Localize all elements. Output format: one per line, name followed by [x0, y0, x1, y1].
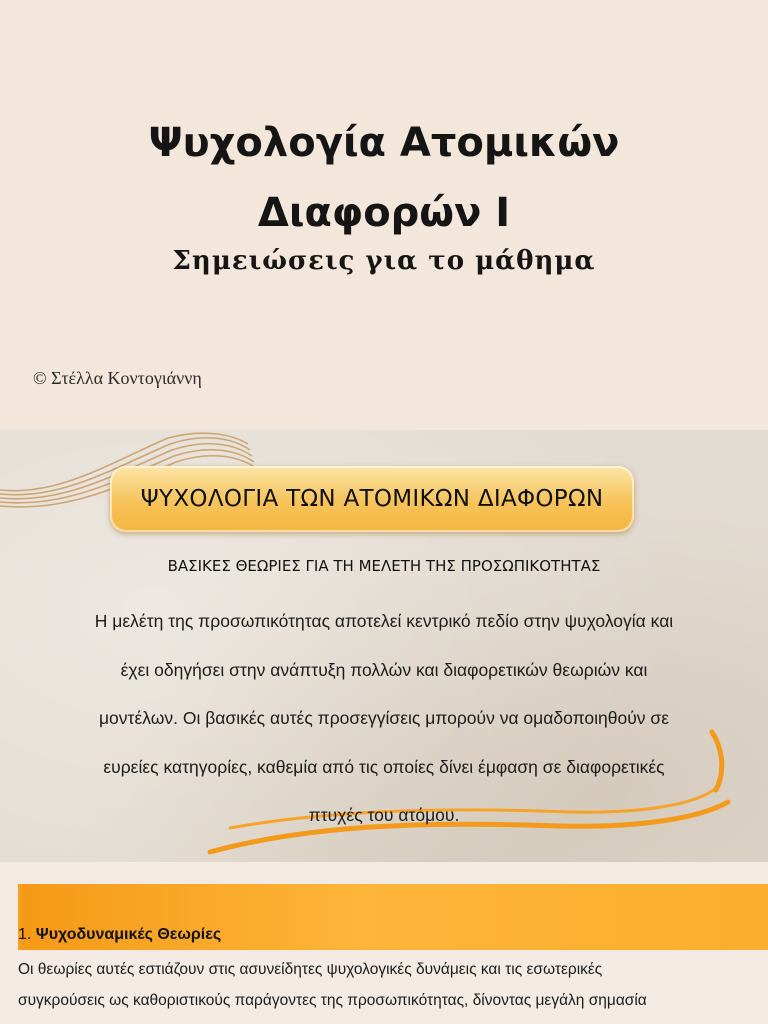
section-banner	[110, 466, 634, 532]
section-page	[0, 862, 768, 1024]
intro-heading: ΒΑΣΙΚΕΣ ΘΕΩΡΙΕΣ ΓΙΑ ΤΗ ΜΕΛΕΤΗ ΤΗΣ ΠΡΟΣΩΠΙΚΟΤΗΤΑΣ	[167, 557, 601, 575]
document-title-line1: Ψυχολογία Ατομικών	[148, 120, 620, 166]
paragraph-line: ευρείες κατηγορίες, καθεμία από τις οποίες δίνει έμφαση σε διαφορετικές	[103, 756, 665, 777]
section-title: Ψυχοδυναμικές Θεωρίες	[35, 926, 222, 943]
section-heading	[18, 926, 221, 944]
paragraph-line: μοντέλων. Οι βασικές αυτές προσεγγίσεις μπορούν να ομαδοποιηθούν σε	[98, 708, 670, 728]
paragraph-line: πτυχές του ατόμου.	[308, 805, 460, 825]
document-subtitle: Σημειώσεις για το μάθημα	[172, 246, 596, 276]
paragraph-line: έχει οδηγήσει στην ανάπτυξη πολλών και διαφορετικών θεωριών και	[120, 659, 648, 680]
section-number: 1.	[18, 926, 32, 943]
banner-title: ΨΥΧΟΛΟΓΙΑ ΤΩΝ ΑΤΟΜΙΚΩΝ ΔΙΑΦΟΡΩΝ	[140, 486, 604, 512]
document-title-line2: Διαφορών Ι	[257, 190, 511, 236]
intro-paragraph	[20, 597, 748, 840]
section-text-line: Οι θεωρίες αυτές εστιάζουν στις ασυνείδητες ψυχολογικές δυνάμεις και τις εσωτερικές	[18, 961, 603, 978]
copyright-notice: © Στέλλα Κοντογιάννη	[33, 368, 202, 388]
paragraph-line: Η μελέτη της προσωπικότητας αποτελεί κεντρικό πεδίο στην ψυχολογία και	[94, 611, 674, 631]
section-body	[18, 954, 758, 1016]
cover-page	[0, 0, 768, 430]
section-text-line: συγκρούσεις ως καθοριστικούς παράγοντες της προσωπικότητας, δίνοντας μεγάλη σημασία	[18, 992, 647, 1009]
